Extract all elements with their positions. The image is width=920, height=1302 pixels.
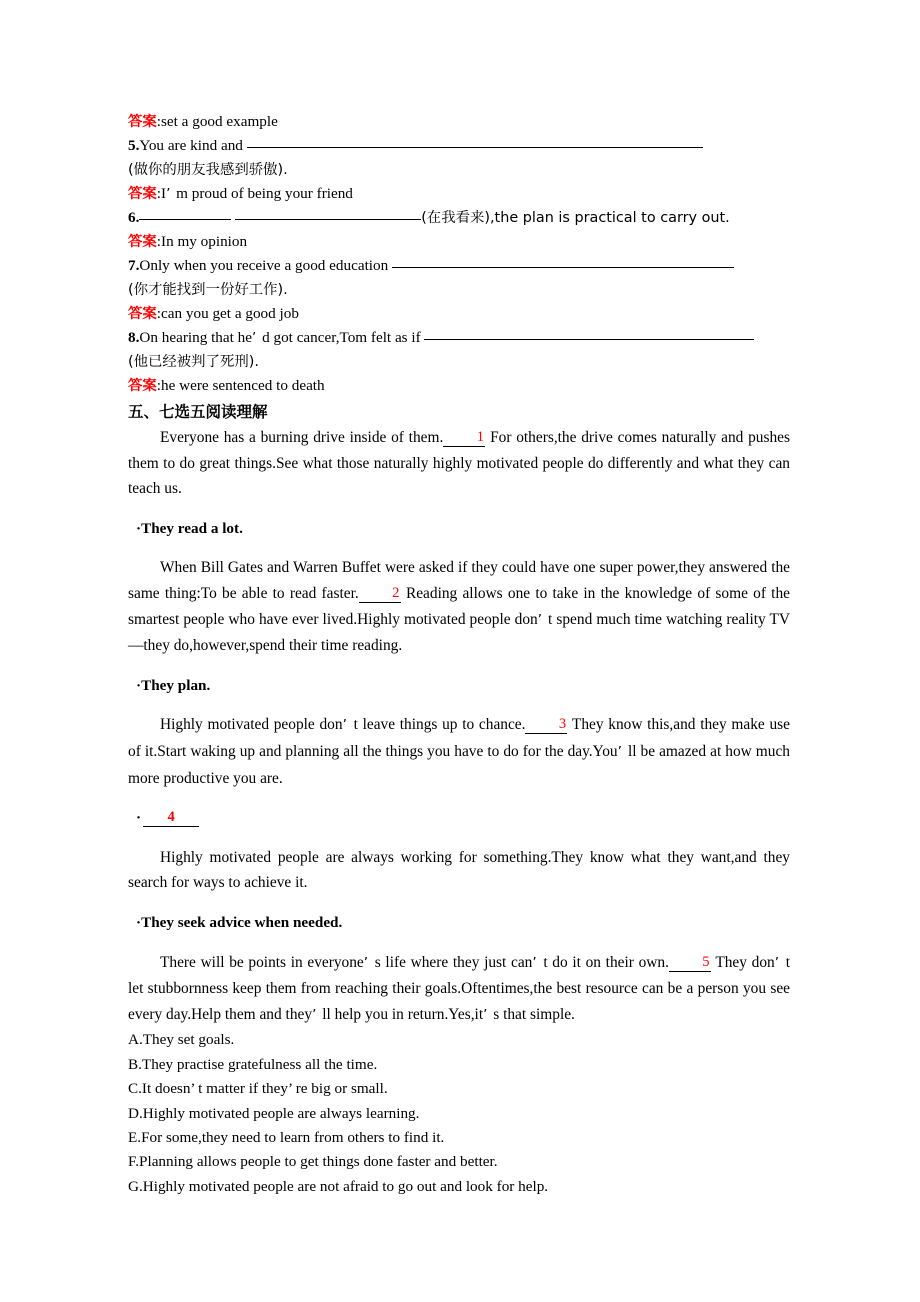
apostrophe: ’ [312,1006,319,1023]
para1-part2: Reading allows one to take in the knowledge of some of the smartest people who have ever lived.Highly motivated people don [128,584,790,628]
inline-blank-1[interactable]: 1 [443,429,485,447]
option-item-g[interactable]: G.Highly motivated people are not afraid to go out and look for help. [128,1177,549,1195]
para2-part2b: ll be amazed at how much more productive you are. [128,742,790,787]
paragraph-blank-4: Highly motivated people are always working for something.They know what they want,and they search for ways to achieve it. [128,848,790,892]
question-hint-8: (他已经被判了死刑). [128,354,259,370]
answer-text-8: :he were sentenced to death [156,377,325,394]
question-5 [128,134,790,158]
para4-part2a: They don [710,953,775,971]
option-item-c[interactable]: C.It doesn’ t matter if they’ re big or small. [128,1080,388,1098]
para1-part3: t spend much time watching reality TV—they do,however,spend their time reading. [128,610,790,655]
answer-line-4 [128,110,790,134]
intro-text-part2: For others,the drive comes naturally and pushes them to do great things.See what those naturally highly motivated people do differently and what they can teach us. [128,429,790,498]
inline-blank-3[interactable]: 3 [525,716,567,734]
page-content [128,110,790,1199]
apostrophe: ’ [483,1006,490,1023]
para1-part1: When Bill Gates and Warren Buffet were asked if they could have one super power,they answered the same thing:To be able to read faster. [128,559,790,602]
intro-text-part1: Everyone has a burning drive inside of them. [160,429,444,446]
option-item-a[interactable]: A.They set goals. [128,1031,235,1049]
para4-part2c: ll help you in return.Yes,it [318,1005,484,1023]
para2-part2a: They know this,and they make use of it.Start waking up and planning all the things you have to do for the day.You [128,716,790,760]
para4-part1a: There will be points in everyone [160,953,364,971]
para2-part1a: Highly motivated people don [160,716,343,734]
answer-line-5 [128,182,790,206]
para2-part1b: t leave things up to chance. [348,716,526,734]
question-number-8: 8. [128,329,140,346]
option-item-f[interactable]: F.Planning allows people to get things done faster and better. [128,1153,498,1171]
intro-paragraph [128,425,790,502]
option-item-e[interactable]: E.For some,they need to learn from others to find it. [128,1128,445,1146]
answer-text-6: :In my opinion [156,233,248,250]
question-number-6: 6. [128,209,140,226]
answer-text-5b: m proud of being your friend [172,185,353,202]
answer-label: 答案 [128,306,157,322]
option-item-d[interactable]: D.Highly motivated people are always learning. [128,1104,420,1122]
answer-line-7 [128,302,790,326]
subheading-they-read-a-lot: ·They read a lot. [136,519,243,537]
para4-part1b: s life where they just can [370,953,533,971]
question-stem-5: You are kind and [139,137,247,154]
fill-blank-6b[interactable] [235,206,421,220]
question-stem-7: Only when you receive a good education [139,257,393,274]
question-6 [128,206,790,230]
answer-line-6 [128,230,790,254]
inline-blank-5[interactable]: 5 [669,954,711,972]
option-item-b[interactable]: B.They practise gratefulness all the time. [128,1055,378,1073]
question-stem-8a: On hearing that he [139,329,252,346]
apostrophe: ’ [252,330,259,346]
question-7 [128,254,790,278]
inline-blank-2[interactable]: 2 [359,585,401,603]
fill-blank-6a[interactable] [139,206,231,220]
para4-part1c: t do it on their own. [538,953,669,971]
fill-blank-7[interactable] [392,254,734,268]
apostrophe: ’ [166,186,173,202]
apostrophe: ’ [532,954,539,971]
paragraph-seek-advice [128,950,790,1029]
apostrophe: ’ [342,717,349,734]
question-stem-8b: d got cancer,Tom felt as if [258,329,425,346]
answer-label: 答案 [128,234,157,250]
subheading-seek-advice: ·They seek advice when needed. [136,913,343,931]
question-number-7: 7. [128,257,140,274]
para4-part2b: t let stubbornness keep them from reaching their goals.Oftentimes,the best resource can be a person you see every day.Help them and they [128,953,790,1023]
answer-text-7: :can you get a good job [156,305,299,322]
subheading-they-plan: ·They plan. [136,676,211,694]
answer-text-5a: :I [156,185,167,202]
section-heading-reading: 五、七选五阅读理解 [128,403,268,421]
answer-label: 答案 [128,186,157,202]
inline-blank-4[interactable]: 4 [143,809,199,827]
question-hint-5: (做你的朋友我感到骄傲). [128,162,288,178]
question-number-5: 5. [128,137,140,154]
paragraph-they-plan [128,712,790,791]
answer-label: 答案 [128,378,157,394]
answer-line-8 [128,374,790,398]
bullet-marker: · [136,809,142,827]
apostrophe: ’ [537,611,545,628]
answer-text-4: :set a good example [156,113,278,130]
subheading-blank-4 [128,805,790,831]
question-hint-7: (你才能找到一份好工作). [128,282,288,298]
fill-blank-5[interactable] [247,134,703,148]
fill-blank-8[interactable] [424,326,754,340]
para4-part2d: s that simple. [489,1005,575,1023]
question-hint-6: (在我看来),the plan is practical to carry out. [421,210,730,226]
question-8 [128,326,790,350]
apostrophe: ’ [617,743,624,760]
answer-label: 答案 [128,114,157,130]
apostrophe: ’ [363,954,371,971]
paragraph-read-a-lot [128,555,790,658]
apostrophe: ’ [774,954,782,971]
